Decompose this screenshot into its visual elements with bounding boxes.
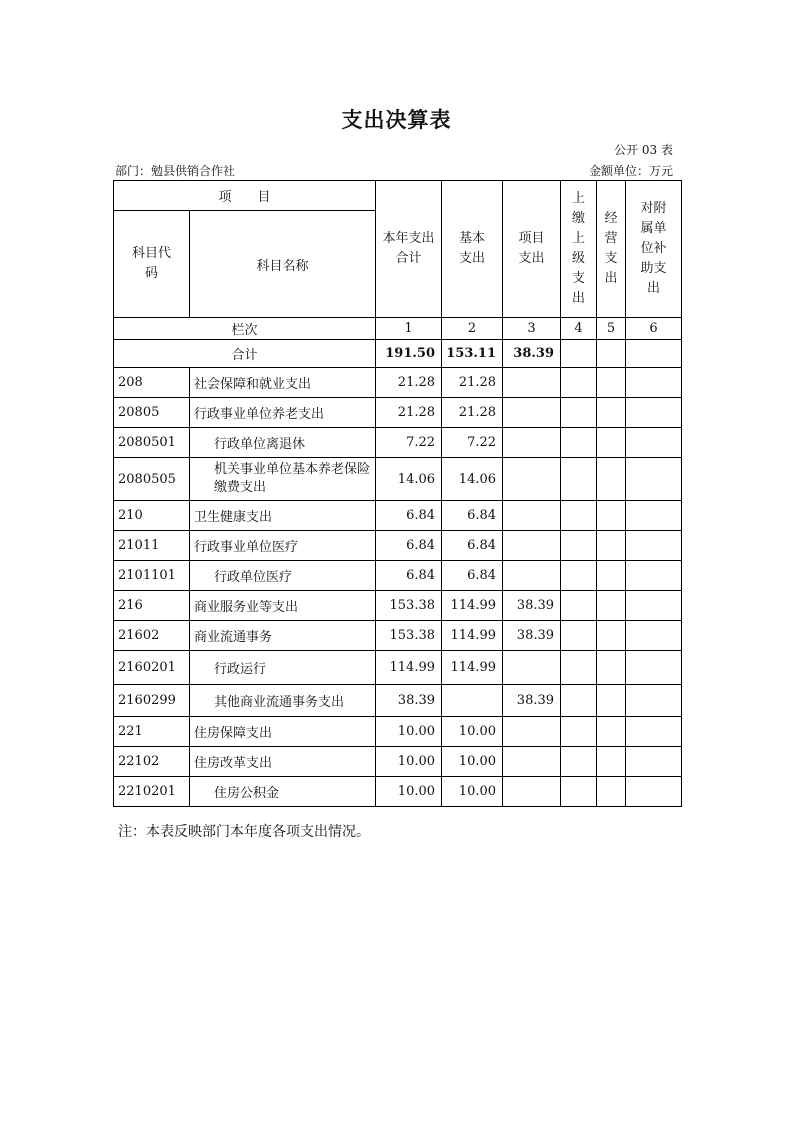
header-subsidy: 对附 属单 位补 助支 出 xyxy=(626,181,682,318)
row-name: 住房改革支出 xyxy=(190,747,376,777)
col-number: 6 xyxy=(626,318,682,340)
row-name: 住房保障支出 xyxy=(190,717,376,747)
table-row xyxy=(114,368,682,398)
header-total: 本年支出 合计 xyxy=(376,181,442,318)
row-total: 6.84 xyxy=(376,561,442,591)
table-row xyxy=(114,651,682,685)
row-basic: 114.99 xyxy=(442,591,503,621)
row-project xyxy=(503,368,561,398)
row-total: 153.38 xyxy=(376,591,442,621)
row-code: 221 xyxy=(114,717,190,747)
row-code: 208 xyxy=(114,368,190,398)
row-name: 行政单位医疗 xyxy=(190,561,376,591)
sum-total: 191.50 xyxy=(376,340,442,368)
header-basic: 基本 支出 xyxy=(442,181,503,318)
header-code: 科目代 码 xyxy=(114,211,190,318)
row-project xyxy=(503,501,561,531)
expenditure-table xyxy=(113,180,682,807)
header-name: 科目名称 xyxy=(190,211,376,318)
row-code: 2160299 xyxy=(114,685,190,717)
row-project xyxy=(503,398,561,428)
sum-operating xyxy=(597,340,626,368)
row-name: 卫生健康支出 xyxy=(190,501,376,531)
row-name: 商业服务业等支出 xyxy=(190,591,376,621)
sum-upper xyxy=(561,340,597,368)
row-total: 114.99 xyxy=(376,651,442,685)
row-project xyxy=(503,777,561,807)
row-total: 10.00 xyxy=(376,747,442,777)
row-project: 38.39 xyxy=(503,685,561,717)
row-basic: 6.84 xyxy=(442,531,503,561)
row-name: 行政运行 xyxy=(190,651,376,685)
unit-label: 金额单位：万元 xyxy=(588,164,673,178)
row-name: 行政事业单位医疗 xyxy=(190,531,376,561)
row-basic: 10.00 xyxy=(442,717,503,747)
sum-project: 38.39 xyxy=(503,340,561,368)
row-basic: 7.22 xyxy=(442,428,503,458)
row-name: 机关事业单位基本养老保险缴费支出 xyxy=(190,458,376,501)
form-number: 公开 03 表 xyxy=(614,143,673,157)
row-total: 10.00 xyxy=(376,777,442,807)
header-project-expenditure: 项目 支出 xyxy=(503,181,561,318)
row-code: 2160201 xyxy=(114,651,190,685)
table-note: 注：本表反映部门本年度各项支出情况。 xyxy=(118,824,370,840)
row-total: 7.22 xyxy=(376,428,442,458)
row-basic: 21.28 xyxy=(442,398,503,428)
col-number: 3 xyxy=(503,318,561,340)
table-row xyxy=(114,747,682,777)
row-project xyxy=(503,717,561,747)
row-code: 2080505 xyxy=(114,458,190,501)
row-basic: 21.28 xyxy=(442,368,503,398)
row-basic xyxy=(442,685,503,717)
table-row xyxy=(114,717,682,747)
row-name: 行政单位离退休 xyxy=(190,428,376,458)
row-basic: 114.99 xyxy=(442,621,503,651)
table-row xyxy=(114,685,682,717)
col-number: 2 xyxy=(442,318,503,340)
col-number: 1 xyxy=(376,318,442,340)
row-code: 21011 xyxy=(114,531,190,561)
row-project xyxy=(503,531,561,561)
row-basic: 6.84 xyxy=(442,561,503,591)
row-name: 行政事业单位养老支出 xyxy=(190,398,376,428)
row-name: 住房公积金 xyxy=(190,777,376,807)
row-project: 38.39 xyxy=(503,621,561,651)
row-total: 153.38 xyxy=(376,621,442,651)
row-project xyxy=(503,561,561,591)
department-label: 部门：勉县供销合作社 xyxy=(115,164,236,178)
row-total: 6.84 xyxy=(376,501,442,531)
row-total: 38.39 xyxy=(376,685,442,717)
header-project: 项 目 xyxy=(114,181,376,211)
row-basic: 114.99 xyxy=(442,651,503,685)
sum-subsidy xyxy=(626,340,682,368)
row-code: 2101101 xyxy=(114,561,190,591)
row-basic: 10.00 xyxy=(442,747,503,777)
table-row xyxy=(114,561,682,591)
row-project: 38.39 xyxy=(503,591,561,621)
row-total: 14.06 xyxy=(376,458,442,501)
header-upper: 上 缴 上 级 支 出 xyxy=(561,181,597,318)
row-project xyxy=(503,747,561,777)
row-code: 22102 xyxy=(114,747,190,777)
sum-label: 合计 xyxy=(114,340,376,368)
row-project xyxy=(503,458,561,501)
table-row xyxy=(114,621,682,651)
row-code: 2080501 xyxy=(114,428,190,458)
row-basic: 10.00 xyxy=(442,777,503,807)
row-code: 216 xyxy=(114,591,190,621)
row-total: 10.00 xyxy=(376,717,442,747)
table-row xyxy=(114,591,682,621)
row-total: 21.28 xyxy=(376,398,442,428)
col-number: 4 xyxy=(561,318,597,340)
row-name: 商业流通事务 xyxy=(190,621,376,651)
table-row xyxy=(114,501,682,531)
row-code: 210 xyxy=(114,501,190,531)
table-row xyxy=(114,777,682,807)
header-operating: 经 营 支 出 xyxy=(597,181,626,318)
lanci-label: 栏次 xyxy=(114,318,376,340)
row-total: 21.28 xyxy=(376,368,442,398)
row-project xyxy=(503,651,561,685)
col-number: 5 xyxy=(597,318,626,340)
row-total: 6.84 xyxy=(376,531,442,561)
table-row xyxy=(114,428,682,458)
row-code: 2210201 xyxy=(114,777,190,807)
row-code: 21602 xyxy=(114,621,190,651)
row-basic: 14.06 xyxy=(442,458,503,501)
table-row xyxy=(114,458,682,501)
sum-basic: 153.11 xyxy=(442,340,503,368)
row-basic: 6.84 xyxy=(442,501,503,531)
table-row xyxy=(114,531,682,561)
row-name: 社会保障和就业支出 xyxy=(190,368,376,398)
page-title: 支出决算表 xyxy=(341,107,452,132)
row-code: 20805 xyxy=(114,398,190,428)
row-name: 其他商业流通事务支出 xyxy=(190,685,376,717)
row-project xyxy=(503,428,561,458)
table-row xyxy=(114,398,682,428)
